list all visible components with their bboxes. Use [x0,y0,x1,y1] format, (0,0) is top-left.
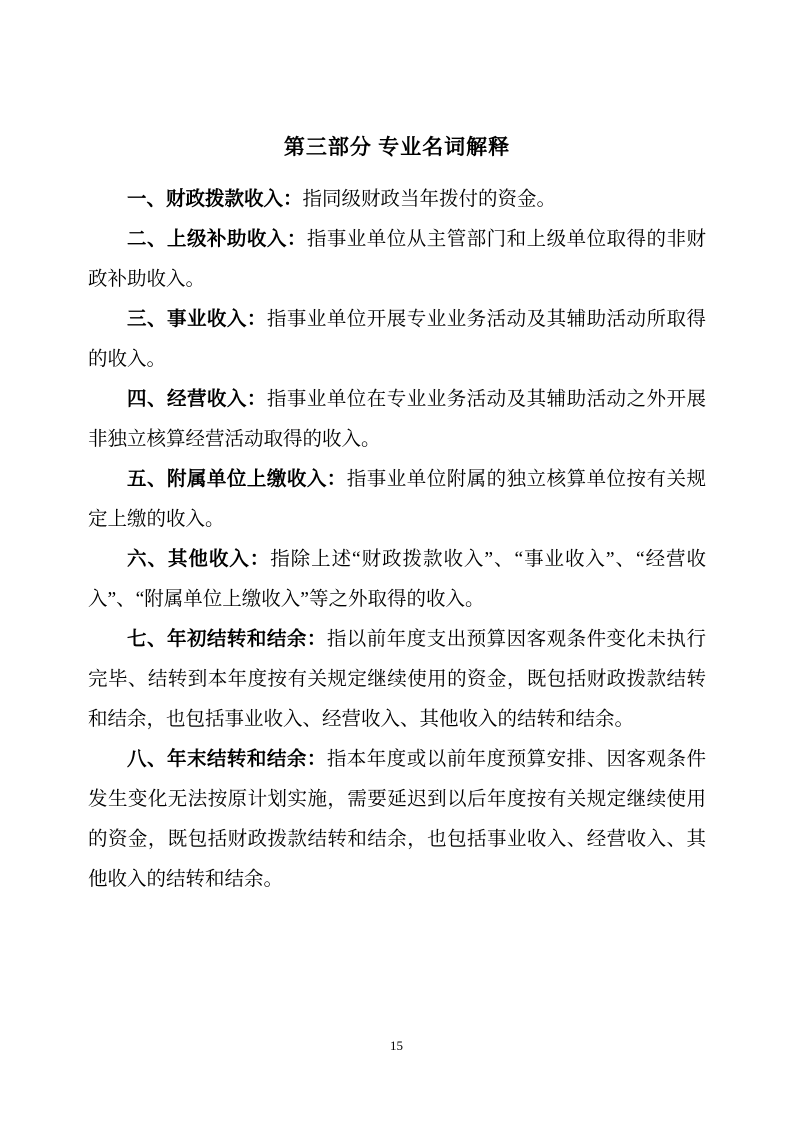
term-label: 七、年初结转和结余： [127,629,327,650]
term-label: 五、附属单位上缴收入： [127,469,347,490]
paragraph-item [88,220,706,300]
term-definition: 指本年度或以前年度预算安排、因客观条件发生变化无法按原计划实施，需要延迟到以后年度按有关规定继续使用的资金，既包括财政拨款结转和结余，也包括事业收入、经营收入、其他收入的结转和结余。 [88,749,706,890]
document-body [88,130,706,900]
term-definition: 指事业单位在专业业务活动及其辅助活动之外开展非独立核算经营活动取得的收入。 [88,389,706,450]
paragraph-item [88,540,706,620]
term-label: 三、事业收入： [127,309,267,330]
term-definition: 指事业单位从主管部门和上级单位取得的非财政补助收入。 [88,229,706,290]
term-definition: 指以前年度支出预算因客观条件变化未执行完毕、结转到本年度按有关规定继续使用的资金，既包括财政拨款结转和结余，也包括事业收入、经营收入、其他收入的结转和结余。 [88,629,706,730]
page-title: 第三部分 专业名词解释 [283,135,511,159]
term-definition: 指事业单位开展专业业务活动及其辅助活动所取得的收入。 [88,309,706,370]
term-label: 一、财政拨款收入： [127,189,303,210]
page-number: 15 [390,1038,403,1053]
paragraph-item [88,740,706,900]
paragraph-item [88,460,706,540]
term-label: 四、经营收入： [127,389,267,410]
term-definition: 指同级财政当年拨付的资金。 [302,189,557,210]
paragraph-item [88,620,706,740]
paragraph-item [88,180,706,220]
term-label: 六、其他收入： [127,549,271,570]
term-definition: 指除上述“财政拨款收入”、“事业收入”、“经营收入”、“附属单位上缴收入”等之外取得的收入。 [88,549,706,610]
term-label: 二、上级补助收入： [127,229,307,250]
paragraph-item [88,300,706,380]
term-label: 八、年末结转和结余： [127,749,327,770]
term-definition: 指事业单位附属的独立核算单位按有关规定上缴的收入。 [88,469,706,530]
paragraph-item [88,380,706,460]
